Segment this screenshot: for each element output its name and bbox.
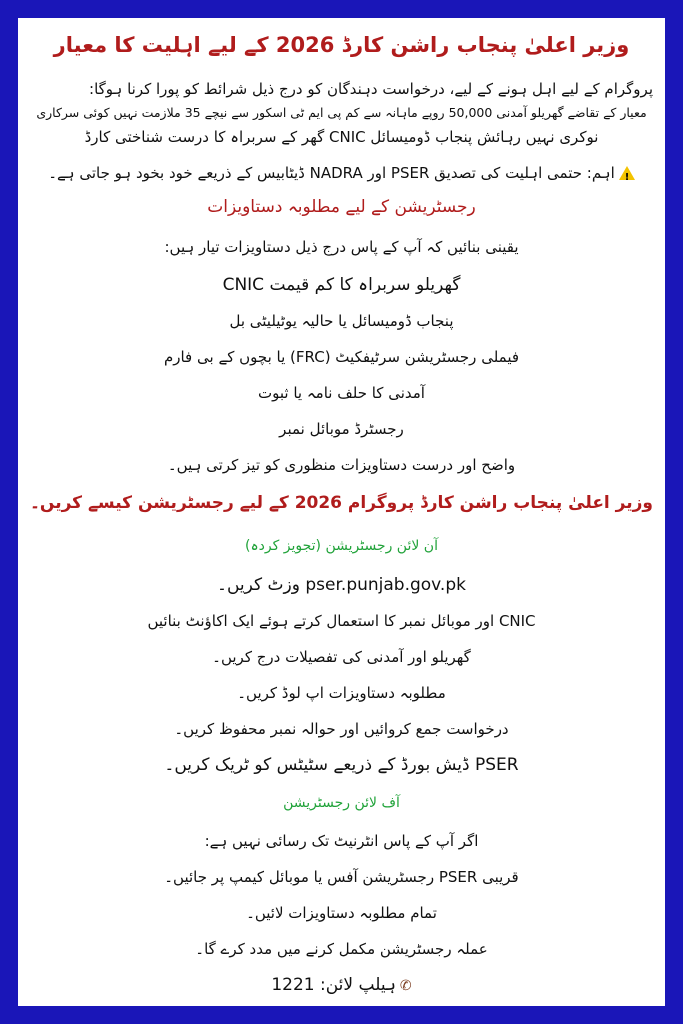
offline-step: تمام مطلوبہ دستاویزات لائیں۔	[246, 904, 437, 922]
eligibility-criteria-line-2: نوکری نہیں رہائش پنجاب ڈومیسائل CNIC گھر کے سربراہ کا درست شناختی کارڈ	[84, 128, 599, 146]
page-title: وزیر اعلیٰ پنجاب راشن کارڈ 2026 کے لیے اہلیت کا معیار	[53, 33, 630, 57]
registration-heading: وزیر اعلیٰ پنجاب راشن کارڈ پروگرام 2026 کے لیے رجسٹریشن کیسے کریں۔	[29, 493, 653, 513]
helpline: ✆ہیلپ لائن: 1221	[271, 975, 412, 995]
offline-step: اگر آپ کے پاس انٹرنیٹ تک رسائی نہیں ہے:	[204, 832, 479, 850]
online-step: درخواست جمع کروائیں اور حوالہ نمبر محفوظ کریں۔	[174, 720, 509, 738]
eligibility-intro: پروگرام کے لیے اہل ہونے کے لیے، درخواست دہندگان کو درج ذیل شرائط کو پورا کرنا ہوگا:	[89, 80, 653, 98]
eligibility-criteria-line-1: معیار کے تقاضے گھریلو آمدنی 50,000 روپے ماہانہ سے کم پی ایم ٹی اسکور سے نیچے 35 ملازمت نہیں کوئی سرکاری	[36, 105, 647, 120]
document-item: فیملی رجسٹریشن سرٹیفکیٹ (FRC) یا بچوں کے بی فارم	[163, 348, 520, 366]
online-registration-heading: آن لائن رجسٹریشن (تجویز کردہ)	[245, 538, 438, 554]
online-step: PSER ڈیش بورڈ کے ذریعے سٹیٹس کو ٹریک کریں۔	[164, 755, 519, 775]
online-step: گھریلو اور آمدنی کی تفصیلات درج کریں۔	[212, 648, 471, 666]
offline-step: عملہ رجسٹریشن مکمل کرنے میں مدد کرے گا۔	[195, 940, 488, 958]
phone-icon: ✆	[399, 978, 412, 994]
documents-heading: رجسٹریشن کے لیے مطلوبہ دستاویزات	[207, 197, 476, 217]
poster	[18, 18, 665, 1006]
document-item: پنجاب ڈومیسائل یا حالیہ یوٹیلیٹی بل	[229, 312, 454, 330]
online-step: pser.punjab.gov.pk وزٹ کریں۔	[217, 575, 466, 595]
documents-outro: واضح اور درست دستاویزات منظوری کو تیز کرتی ہیں۔	[167, 456, 516, 474]
offline-step: قریبی PSER رجسٹریشن آفس یا موبائل کیمپ پر جائیں۔	[164, 868, 519, 886]
warning-icon	[619, 166, 635, 180]
documents-intro: یقینی بنائیں کہ آپ کے پاس درج ذیل دستاویزات تیار ہیں:	[164, 238, 519, 256]
document-item: رجسٹرڈ موبائل نمبر	[279, 420, 404, 438]
online-step: مطلوبہ دستاویزات اپ لوڈ کریں۔	[237, 684, 446, 702]
eligibility-note: !اہم: حتمی اہلیت کی تصدیق PSER اور NADRA ڈیٹابیس کے ذریعے خود بخود ہو جاتی ہے۔	[30, 162, 653, 184]
offline-registration-heading: آف لائن رجسٹریشن	[283, 795, 400, 811]
document-item: گھریلو سربراہ کا کم قیمت CNIC	[222, 275, 461, 295]
document-item: آمدنی کا حلف نامہ یا ثبوت	[258, 384, 425, 402]
online-step: CNIC اور موبائل نمبر کا استعمال کرتے ہوئے ایک اکاؤنٹ بنائیں	[147, 612, 536, 630]
